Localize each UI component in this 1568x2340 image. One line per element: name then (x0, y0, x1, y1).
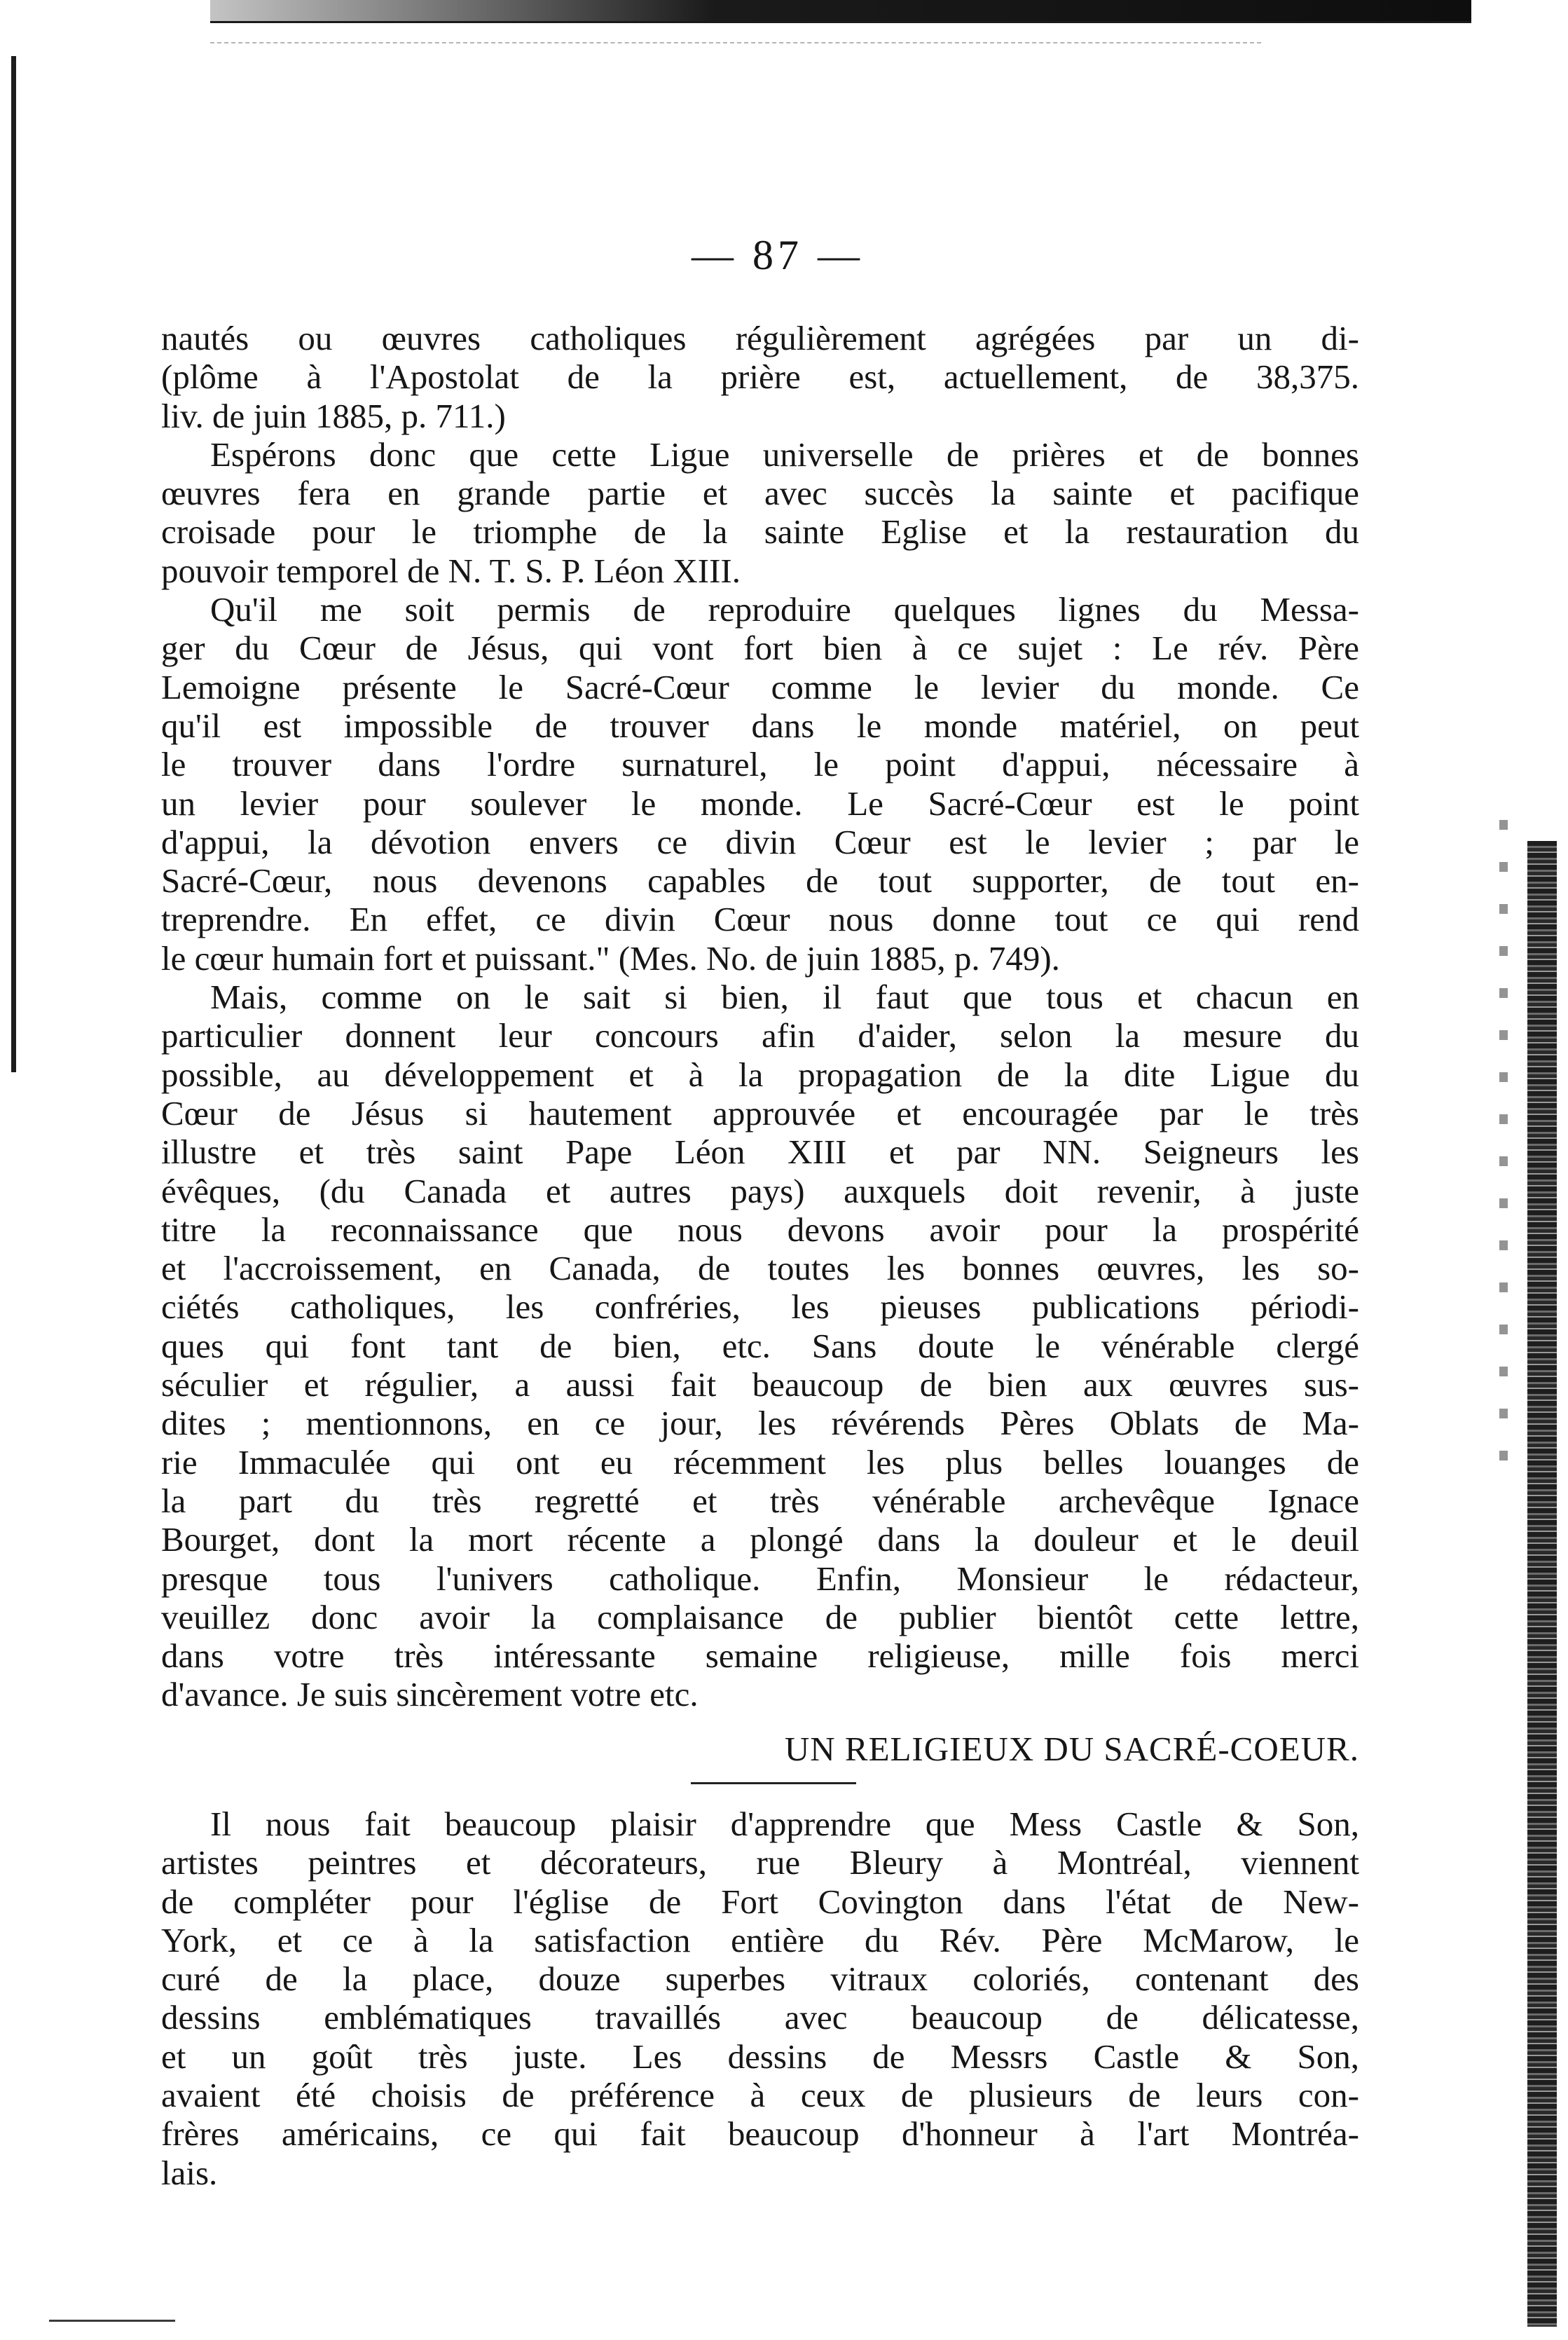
text-line: Lemoigne présente le Sacré-Cœur comme le levier du monde. Ce (161, 667, 1359, 706)
text-line: nautés ou œuvres catholiques régulièrement agrégées par un di- (161, 319, 1359, 357)
scan-border-right (1527, 841, 1557, 2327)
text-line: (plôme à l'Apostolat de la prière est, actuellement, de 38,375. (161, 357, 1359, 397)
text-line: Mais, comme on le sait si bien, il faut que tous et chacun en (210, 978, 1359, 1017)
text-line: Bourget, dont la mort récente a plongé dans la douleur et le deuil (161, 1520, 1359, 1559)
scan-border-left (11, 56, 16, 1072)
text-line: dans votre très intéressante semaine religieuse, mille fois merci (161, 1636, 1359, 1676)
text-line: Il nous fait beaucoup plaisir d'apprendre que Mess Castle & Son, (210, 1805, 1359, 1843)
text-line: lais. (161, 2153, 218, 2192)
text-line: le trouver dans l'ordre surnaturel, le point d'appui, nécessaire à (161, 745, 1359, 784)
scan-margin-marks (1499, 820, 1508, 1479)
page-number: — 87 — (692, 232, 864, 278)
text-line: pouvoir temporel de N. T. S. P. Léon XIII. (161, 551, 741, 590)
text-line: curé de la place, douze superbes vitraux coloriés, contenant des (161, 1959, 1359, 1999)
text-line: un levier pour soulever le monde. Le Sacré-Cœur est le point (161, 784, 1359, 823)
letter-body (161, 319, 1359, 1714)
text-line: possible, au développement et à la propagation de la dite Ligue du (161, 1055, 1359, 1094)
text-line: dites ; mentionnons, en ce jour, les révérends Pères Oblats de Ma- (161, 1404, 1359, 1443)
text-line: ques qui font tant de bien, etc. Sans doute le vénérable clergé (161, 1326, 1359, 1365)
text-line: particulier donnent leur concours afin d'aider, selon la mesure du (161, 1016, 1359, 1055)
text-line: et un goût très juste. Les dessins de Messrs Castle & Son, (161, 2037, 1359, 2076)
text-line: évêques, (du Canada et autres pays) auxquels doit revenir, à juste (161, 1171, 1359, 1210)
text-line: d'avance. Je suis sincèrement votre etc. (161, 1675, 699, 1714)
scan-bottom-rule (49, 2320, 175, 2322)
notice-body (161, 1805, 1359, 2192)
text-line: dessins emblématiques travaillés avec beaucoup de délicatesse, (161, 1998, 1359, 2037)
text-line: d'appui, la dévotion envers ce divin Cœur est le levier ; par le (161, 822, 1359, 861)
text-line: illustre et très saint Pape Léon XIII et par NN. Seigneurs les (161, 1133, 1359, 1172)
scan-border-top (210, 0, 1471, 23)
text-line: œuvres fera en grande partie et avec succès la sainte et pacifique (161, 474, 1359, 513)
text-line: Qu'il me soit permis de reproduire quelques lignes du Messa- (210, 590, 1359, 629)
text-line: et l'accroissement, en Canada, de toutes les bonnes œuvres, les so- (161, 1249, 1359, 1288)
text-line: presque tous l'univers catholique. Enfin, Monsieur le rédacteur, (161, 1559, 1359, 1598)
text-line: frères américains, ce qui fait beaucoup d'honneur à l'art Montréa- (161, 2114, 1359, 2154)
text-line: liv. de juin 1885, p. 711.) (161, 396, 506, 435)
text-line: de compléter pour l'église de Fort Covington dans l'état de New- (161, 1882, 1359, 1921)
text-line: veuillez donc avoir la complaisance de publier bientôt cette lettre, (161, 1597, 1359, 1636)
text-line: titre la reconnaissance que nous devons avoir pour la prospérité (161, 1210, 1359, 1249)
text-line: rie Immaculée qui ont eu récemment les plus belles louanges de (161, 1442, 1359, 1482)
text-line: qu'il est impossible de trouver dans le monde matériel, on peut (161, 706, 1359, 745)
section-separator (691, 1782, 856, 1784)
text-line: le cœur humain fort et puissant." (Mes. No. de juin 1885, p. 749). (161, 938, 1060, 978)
text-line: croisade pour le triomphe de la sainte Eglise et la restauration du (161, 512, 1359, 552)
letter-signature: UN RELIGIEUX DU SACRÉ-COEUR. (784, 1730, 1359, 1768)
text-line: ciétés catholiques, les confréries, les pieuses publications périodi- (161, 1287, 1359, 1327)
text-line: la part du très regretté et très vénérable archevêque Ignace (161, 1481, 1359, 1520)
text-line: treprendre. En effet, ce divin Cœur nous donne tout ce qui rend (161, 900, 1359, 939)
text-line: Espérons donc que cette Ligue universelle de prières et de bonnes (210, 435, 1359, 474)
text-line: ger du Cœur de Jésus, qui vont fort bien à ce sujet : Le rév. Père (161, 629, 1359, 668)
text-line: artistes peintres et décorateurs, rue Bleury à Montréal, viennent (161, 1843, 1359, 1882)
scan-dash-line (210, 42, 1261, 43)
text-line: séculier et régulier, a aussi fait beaucoup de bien aux œuvres sus- (161, 1365, 1359, 1404)
text-line: Sacré-Cœur, nous devenons capables de tout supporter, de tout en- (161, 861, 1359, 901)
text-line: Cœur de Jésus si hautement approuvée et encouragée par le très (161, 1093, 1359, 1133)
text-line: avaient été choisis de préférence à ceux de plusieurs de leurs con- (161, 2076, 1359, 2115)
text-line: York, et ce à la satisfaction entière du Rév. Père McMarow, le (161, 1920, 1359, 1959)
